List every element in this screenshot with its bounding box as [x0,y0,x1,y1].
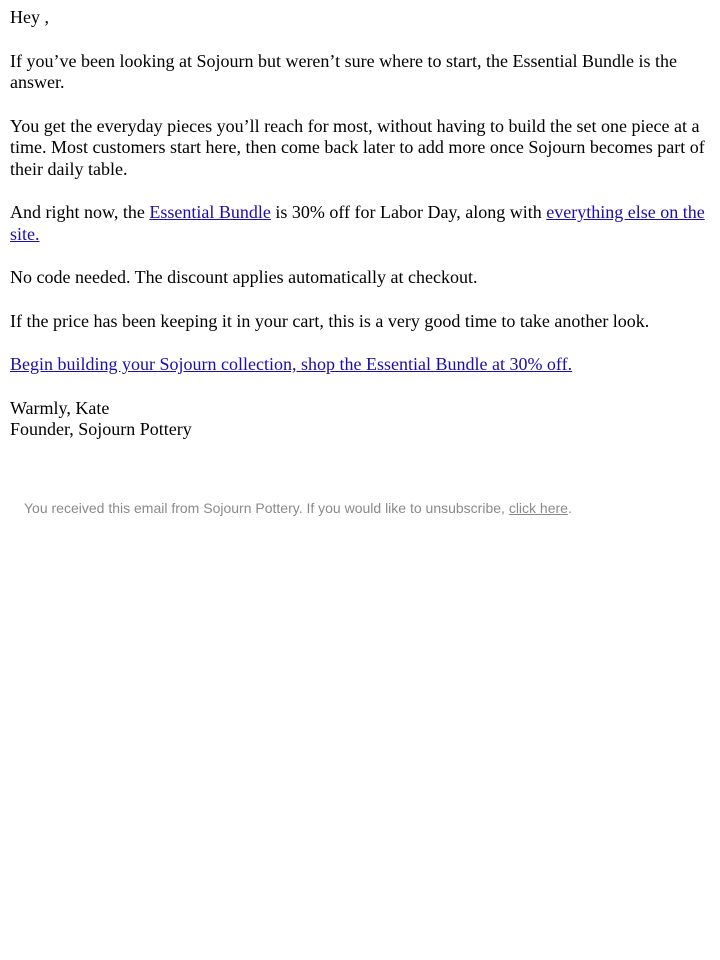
greeting: Hey , [10,7,49,27]
unsubscribe-link[interactable]: click here [508,499,568,516]
signoff [10,398,710,441]
email-footer [10,499,710,517]
sale-paragraph [10,202,710,245]
cta-paragraph [10,354,710,376]
price-reminder-paragraph: If the price has been keeping it in your cart, this is a very good time to take another look. [10,310,650,331]
sale-text-before: And right now, the [10,202,150,222]
intro-paragraph: If you’ve been looking at Sojourn but weren’t sure where to start, the Essential Bundle is the answer. [10,50,678,92]
footer-text: You received this email from Sojourn Pottery. If you would like to unsubscribe, [24,499,509,516]
everything-else-link[interactable]: everything else on the site. [10,202,705,244]
signoff-closing: Warmly, Kate [10,397,110,418]
no-code-paragraph: No code needed. The discount applies automatically at checkout. [10,267,478,287]
signoff-title: Founder, Sojourn Pottery [10,419,192,439]
bundle-description-paragraph: You get the everyday pieces you’ll reach for most, without having to build the set one piece at a time. Most customers start here, then come back later to add more once Sojourn becomes part of their daily table. [10,115,705,179]
essential-bundle-link[interactable]: Essential Bundle [149,202,271,222]
footer-end: . [567,499,572,516]
sale-text-middle: is 30% off for Labor Day, along with [270,202,547,222]
shop-bundle-cta-link[interactable]: Begin building your Sojourn collection, shop the Essential Bundle at 30% off. [10,354,573,374]
